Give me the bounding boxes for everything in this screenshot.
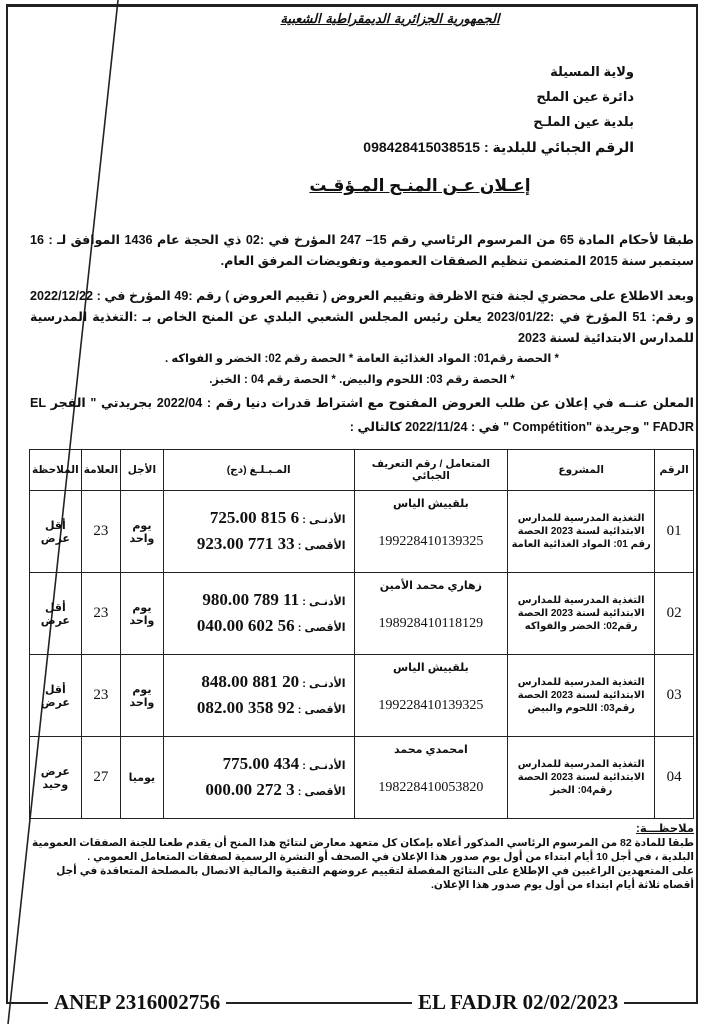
lots-line-2: * الحصة رقم 03: اللحوم والبيض. * الحصة رقم 04 : الخبز. [209,374,515,386]
row-delay: يوم واحد [121,655,164,737]
row-amount [163,491,354,573]
max-amount: 56 602 040.00 [196,615,295,635]
max-label: الأقصى : [297,785,346,798]
row-number: 01 [655,491,694,573]
table-row [30,573,694,655]
note-appeal: طبقا للمادة 82 من المرسوم الرئاسي المذكور أعلاه بإمكان كل متعهد معارض لنتائج هذا المنح أن يقدم طعنا للجنة الصفقات العمومية البلدية ، في أجل 10 أيام ابتداء من أول يوم صدور هذا الإعلان في الصحف أو النشرة الرسمية لصفقات المتعامل العمومي . [32,837,694,863]
row-project: التغذية المدرسية للمدارس الابتدائية لسنة 2023 الحصة رقم03: اللحوم والبيض [508,655,655,737]
max-label: الأقصى : [297,539,346,552]
min-amount: 20 881 848.00 [201,671,300,691]
row-remark: عرض وحيد [30,737,82,819]
min-label: الأدنـى : [302,759,346,772]
bidder-name: امحمدي محمد [393,744,468,756]
tax-id: الرقم الجبائي للبلدية : 098428415038515 [363,139,634,155]
body-content [30,230,694,892]
row-amount [163,737,354,819]
table-header-row [30,450,694,491]
row-bidder [354,737,508,819]
bidder-name: زهاري محمد الأمين [379,580,483,592]
bidder-tax-id: 198928410118129 [378,616,484,631]
row-score: 23 [81,573,120,655]
row-delay: يوم واحد [121,573,164,655]
min-label: الأدنـى : [302,677,346,690]
row-score: 23 [81,491,120,573]
min-label: الأدنـى : [302,513,346,526]
newspaper-date: EL FADJR 02/02/2023 [412,990,624,1015]
paragraph-award: وبعد الاطلاع على محضري لجنة فتح الاظرفة وتقييم العروض ( تقييم العروض ) رقم :49 المؤرخ في : 2022/12/22 و رقم: 51 المؤرخ في :2023/01/22 يعلن رئيس المجلس الشعبي البلدي عن المنح الخاص بـ :التغذية المدرسية للمدارس الابتدائية لسنة 2023 [30,289,694,345]
announcement-title: إعـلان عـن المنـح المـؤقـت [309,176,531,195]
award-table [29,449,694,819]
commune: بلدية عين الملـح [533,114,634,129]
min-label: الأدنـى : [302,595,346,608]
notes-heading: ملاحظـــة: [636,823,694,835]
bidder-tax-id: 198228410053820 [378,780,484,795]
row-number: 03 [655,655,694,737]
daira: دائرة عين الملح [536,89,634,104]
max-amount: 92 358 082.00 [196,697,295,717]
table-row [30,655,694,737]
col-num: الرقم [655,450,694,491]
table-row [30,737,694,819]
wilaya: ولاية المسيلة [550,64,634,79]
anep-reference: ANEP 2316002756 [48,990,226,1015]
row-amount [163,573,354,655]
row-project: التغذية المدرسية للمدارس الابتدائية لسنة 2023 الحصة رقم04: الخبز [508,737,655,819]
col-bidder: المتعامل / رقم التعريف الجبائي [354,450,508,491]
col-remark: الملاحظة [30,450,82,491]
row-bidder [354,491,508,573]
row-score: 23 [81,655,120,737]
paragraph-tender-ref: المعلن عنــه في إعلان عن طلب العروض المفتوح مع اشتراط قدرات دنيا رقم : 2022/04 بجريدتي " الفجر EL FADJR " وجريدة "Compétition " في : 2022/11/24 كالتالي : [30,396,694,434]
row-remark: أقل عرض [30,573,82,655]
max-amount: 3 272 000.00 [205,779,295,799]
col-score: العلامة [81,450,120,491]
max-label: الأقصى : [297,621,346,634]
max-label: الأقصى : [297,703,346,716]
bidder-tax-id: 199228410139325 [378,698,484,713]
row-score: 27 [81,737,120,819]
republic-heading: الجمهورية الجزائرية الديمقراطية الشعبية [280,12,500,27]
paragraph-legal-basis: طبقا لأحكام المادة 65 من المرسوم الرئاسي رقم 15– 247 المؤرخ في :02 ذي الحجة عام 1436 الموافق لـ : 16 سبتمبر سنة 2015 المتضمن تنظيم الصفقات العمومية وتفويضات المرفق العام. [30,233,694,268]
min-amount: 6 815 725.00 [209,507,300,527]
min-amount: 11 789 980.00 [202,589,300,609]
row-project: التغذية المدرسية للمدارس الابتدائية لسنة 2023 الحصة رقم02: الخضر والفواكه [508,573,655,655]
max-amount: 33 771 923.00 [196,533,295,553]
bidder-name: بلقييش الياس [392,498,469,510]
col-project: المشروع [508,450,655,491]
row-bidder [354,573,508,655]
row-remark: أقل عرض [30,491,82,573]
min-amount: 434 775.00 [222,753,300,773]
row-bidder [354,655,508,737]
row-amount [163,655,354,737]
note-consultation: على المتعهدين الراغبين في الإطلاع على النتائج المفصلة لتقييم عروضهم التقنية والمالية الاتصال بالمصلحة المتعاقدة في أجل أقصاه ثلاثة أيام ابتداء من أول يوم صدور هذا الإعلان. [56,865,694,891]
col-amount: المـبـلـغ (دج) [163,450,354,491]
col-delay: الأجل [121,450,164,491]
row-project: التغذية المدرسية للمدارس الابتدائية لسنة 2023 الحصة رقم 01: المواد الغذائية العامة [508,491,655,573]
row-delay: يوم واحد [121,491,164,573]
row-delay: يوميا [121,737,164,819]
bidder-tax-id: 199228410139325 [378,534,484,549]
row-number: 02 [655,573,694,655]
lots-line-1: * الحصة رقم01: المواد الغذائية العامة * الحصة رقم 02: الخضر و الفواكه . [164,353,560,365]
row-number: 04 [655,737,694,819]
row-remark: أقل عرض [30,655,82,737]
bidder-name: بلقييش الياس [392,662,469,674]
table-row [30,491,694,573]
